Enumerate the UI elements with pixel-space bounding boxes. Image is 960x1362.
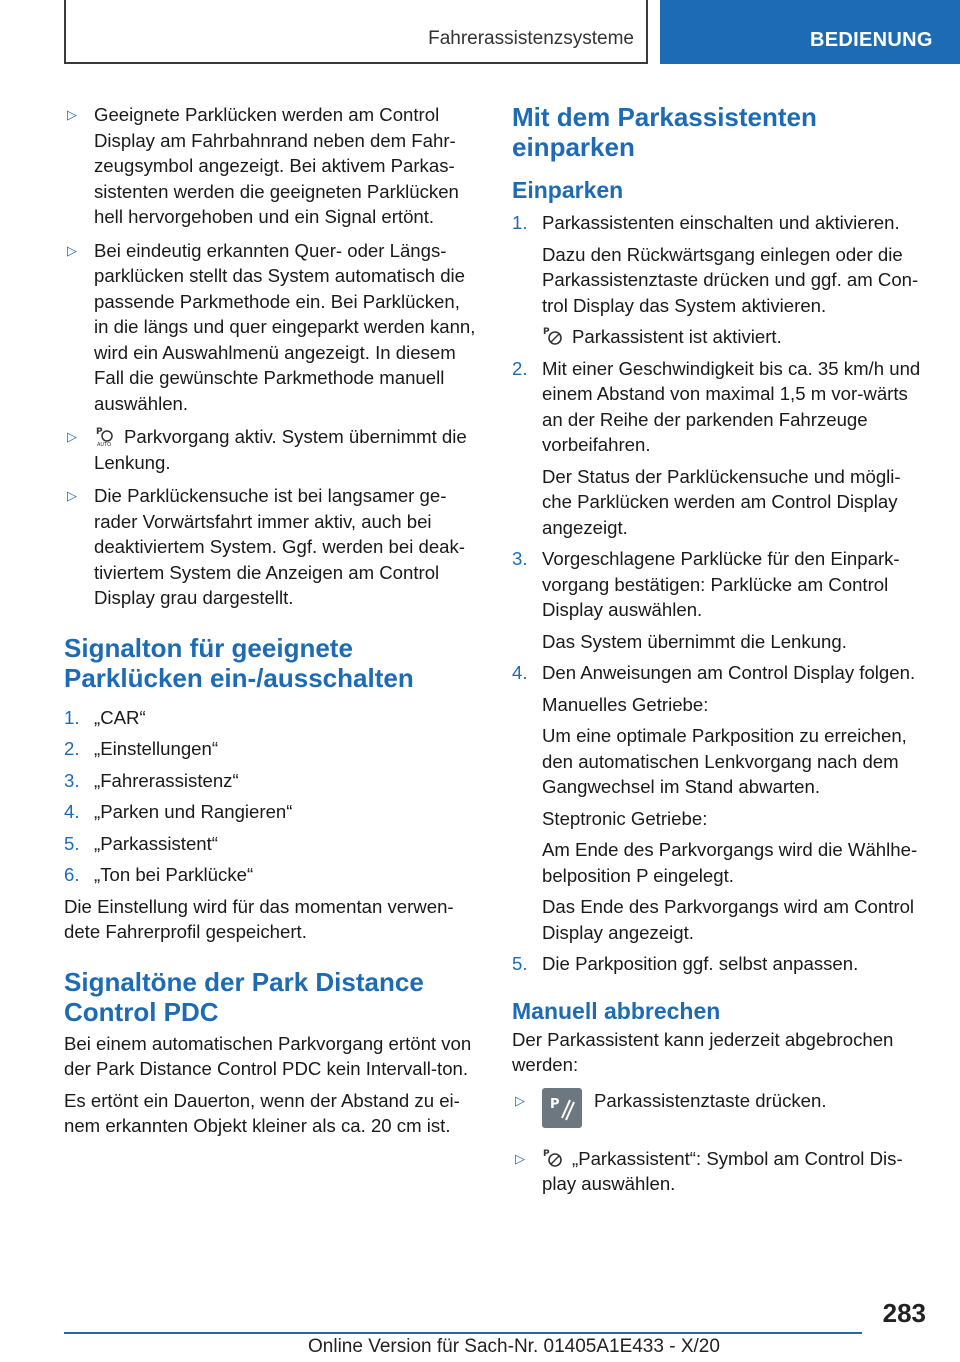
sub-heading-einparken: Einparken (512, 177, 624, 203)
list-item: 2. Mit einer Geschwindigkeit bis ca. 35 km/h und einem Abstand von maximal 1,5 m vor-wärts an der Reihe der parkenden Fahrzeuge vorbeifahren. (512, 357, 921, 455)
bullet-triangle-icon: ▷ (67, 429, 77, 444)
parking-assist-button-icon (542, 1088, 582, 1128)
list-item: ▷ P „Parkassistent“: Symbol am Control Dis-play auswählen. (515, 1147, 903, 1194)
list-item: 4. „Parken und Rangieren“ (64, 801, 293, 822)
list-item: ▷ Die Parklückensuche ist bei langsamer ge-rader Vorwärtsfahrt immer aktiv, auch bei deaktiviertem System. Ggf. werden bei deak-tiviertem System die Anzeigen am Control Display grau dargestellt. (67, 485, 466, 608)
pdc-heading: Signaltöne der Park Distance Control PDC (64, 966, 424, 1027)
list-item: ▷ P Parkassistenztaste drücken. (512, 1088, 928, 1132)
cancel-intro: Der Parkassistent kann jederzeit abgebrochen werden: (512, 1028, 894, 1075)
svg-text:P: P (550, 1096, 560, 1112)
bullet-triangle-icon: ▷ (515, 1092, 525, 1108)
list-item: 3. „Fahrerassistenz“ (64, 769, 239, 791)
header-chapter-title: BEDIENUNG (810, 29, 933, 51)
list-item: 1. „CAR“ (64, 706, 146, 728)
svg-text:AUTO: AUTO (97, 442, 112, 447)
main-heading: Mit dem Parkassistenten einparken (512, 102, 817, 162)
footer-divider (64, 1332, 862, 1334)
header-section-title: Fahrerassistenzsysteme (428, 28, 634, 49)
list-item: 6. „Ton bei Parklücke“ (64, 864, 254, 885)
pdc-paragraph-1: Bei einem automatischen Parkvorgang ertönt von der Park Distance Control PDC kein Intervall-ton. (64, 1032, 472, 1079)
header-chapter-box (660, 0, 960, 64)
pdc-paragraph-2: Es ertönt ein Dauerton, wenn der Abstand zu ei-nem erkannten Objekt kleiner als ca. 20 cm ist. (64, 1089, 460, 1136)
list-item: 3. Vorgeschlagene Parklücke für den Einpark-vorgang bestätigen: Parklücke am Control Display auswählen. (512, 548, 900, 620)
svg-text:P: P (543, 1148, 550, 1159)
sub-heading-abbrechen: Manuell abbrechen (512, 997, 721, 1024)
list-item: ▷ Geeignete Parklücken werden am Control Display am Fahrbahnrand neben dem Fahr-zeugsymbol angezeigt. Bei aktivem Parkas-sistenten werden die geeigneten Parklücken hell hervorgehoben und ein Signal ertönt. (67, 104, 459, 227)
header-section-box (64, 0, 648, 64)
list-item: 2. „Einstellungen“ (64, 738, 219, 759)
footer-version-text: Online Version für Sach-Nr. 01405A1E433 - X/20 (308, 1336, 720, 1357)
svg-text:P: P (96, 427, 103, 437)
list-item: 4. Den Anweisungen am Control Display folgen. (512, 662, 916, 683)
right-column: Mit dem Parkassistenten einparken Einparken 1. Parkassistenten einschalten und aktivieren. Dazu den Rückwärtsgang einlegen oder die Parkassistenztaste drücken und ggf. am Con-trol Display das System aktivieren. P Parkassistent ist aktiviert. 2. Mit einer Geschwindigkeit bis ca. 35 km/h und einem Abstand von maximal 1,5 m vor-wärts an der Reihe der parkenden Fahrzeuge vorbeifahren. Der Status der Parklückensuche und mögli-che Parklücken werden am Control Display angezeigt. 3. Vorgeschlagene Parklücke für den Einpark-vorgang bestätigen: Parklücke am Control Display auswählen. Das System übernimmt die Lenkung. 4. Den Anweisungen am Control Display folgen. Manuelles Getriebe: Um eine optimale Parkposition zu erreichen, den automatischen Lenkvorgang nach dem Gangwechsel im Stand abwarten. Steptronic Getriebe: Am Ende des Parkvorgangs wird die Wählhe-belposition P eingelegt. Das Ende des Parkvorgangs wird am Control Display angezeigt. 5. Die Parkposition ggf. selbst anpassen. Manuell abbrechen Der Parkassistent kann jederzeit abgebrochen werden: ▷ P Parkassistenztaste drücken. ▷ P „Parkassistent“: Symbol am Control Dis-play auswählen. (512, 102, 928, 1205)
list-item: 5. Die Parkposition ggf. selbst anpassen. (512, 953, 859, 974)
bullet-triangle-icon: ▷ (67, 107, 77, 122)
page-number: 283 (882, 1298, 926, 1328)
list-item: 1. Parkassistenten einschalten und aktivieren. (512, 212, 900, 233)
svg-text:P: P (543, 327, 550, 337)
list-item: ▷ Bei eindeutig erkannten Quer- oder Längs-parklücken stellt das System automatisch die passende Parkmethode ein. Bei Parklücken, in die längs und quer eingeparkt werden kann, wird ein Auswahlmenü angezeigt. In diesem Fall die gewünschte Parkmethode manuell auswählen. (67, 239, 476, 414)
parking-assistant-icon (542, 1147, 564, 1169)
left-column (64, 102, 478, 1139)
signal-heading: Signalton für geeignete Parklücken ein-/ausschalten (64, 632, 414, 693)
parking-auto-steering-icon (94, 425, 116, 447)
bullet-triangle-icon: ▷ (67, 242, 77, 258)
parking-assistant-icon (542, 325, 564, 347)
list-item: 5. „Parkassistent“ (64, 832, 218, 854)
signal-note: Die Einstellung wird für das momentan verwen-dete Fahrerprofil gespeichert. (64, 895, 454, 942)
list-item: ▷ P AUTO Parkvorgang aktiv. System übernimmt die Lenkung. (67, 426, 467, 473)
bullet-triangle-icon: ▷ (67, 488, 77, 503)
bullet-triangle-icon: ▷ (515, 1150, 525, 1166)
